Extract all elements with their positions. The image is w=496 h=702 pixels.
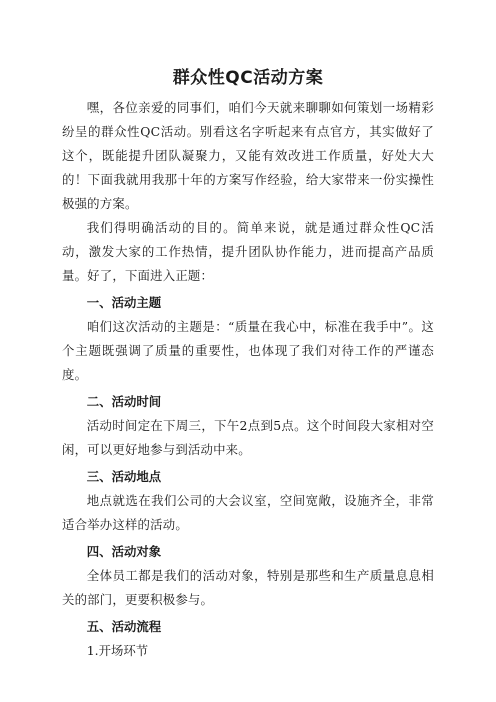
document-body — [62, 66, 434, 663]
section-text-audience: 全体员工都是我们的活动对象，特别是那些和生产质量息息相关的部门，更要积极参与。 — [62, 568, 434, 607]
section-heading-audience: 四、活动对象 — [86, 544, 162, 559]
section-heading-location: 三、活动地点 — [86, 469, 162, 484]
section-text-theme: 咱们这次活动的主题是：“质量在我心中，标准在我手中”。这个主题既强调了质量的重要性，也体现了我们对待工作的严谨态度。 — [62, 319, 434, 382]
intro-paragraph-2: 我们得明确活动的目的。简单来说，就是通过群众性QC活动，激发大家的工作热情，提升团队协作能力，进而提高产品质量。好了，下面进入正题： — [62, 220, 434, 283]
intro-paragraph-1: 嘿，各位亲爱的同事们，咱们今天就来聊聊如何策划一场精彩纷呈的群众性QC活动。别看这名字听起来有点官方，其实做好了这个，既能提升团队凝聚力，又能有效改进工作质量，好处大大的！下面我就用我那十年的方案写作经验，给大家带来一份实操性极强的方案。 — [62, 100, 434, 211]
section-text-time: 活动时间定在下周三，下午2点到5点。这个时间段大家相对空闲，可以更好地参与到活动中来。 — [62, 418, 434, 457]
section-heading-theme: 一、活动主题 — [86, 295, 162, 310]
document-title: 群众性QC活动方案 — [172, 68, 324, 88]
process-subitem-opening: 1.开场环节 — [86, 643, 149, 658]
section-text-location: 地点就选在我们公司的大会议室，空间宽敞，设施齐全，非常适合举办这样的活动。 — [62, 493, 434, 532]
section-heading-process: 五、活动流程 — [86, 619, 162, 634]
section-heading-time: 二、活动时间 — [86, 394, 162, 409]
